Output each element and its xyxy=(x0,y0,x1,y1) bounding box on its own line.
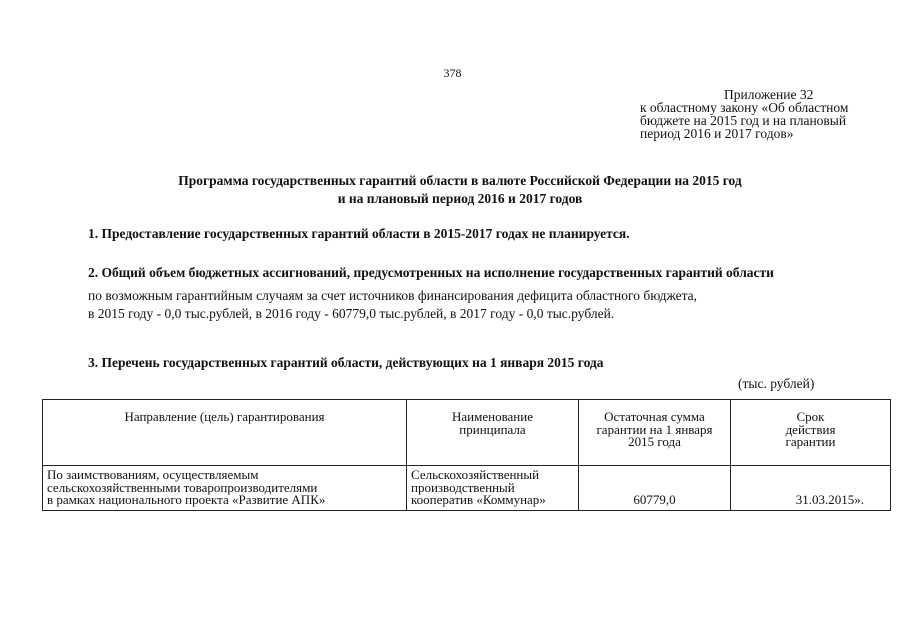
section-2-heading: 2. Общий объем бюджетных ассигнований, предусмотренных на исполнение государственных гарантий области xyxy=(88,265,774,280)
appendix-title: Приложение 32 xyxy=(724,87,814,102)
header-balance xyxy=(579,400,731,466)
header-term xyxy=(731,400,891,466)
guarantees-table xyxy=(42,399,891,511)
appendix-line-2: бюджете на 2015 год и на плановый xyxy=(640,113,847,128)
header-term-line-2: действия xyxy=(785,421,836,437)
header-balance-line-1: Остаточная сумма xyxy=(604,409,705,424)
appendix-line-3: период 2016 и 2017 годов» xyxy=(640,126,794,141)
header-term-line-1: Срок xyxy=(796,409,825,424)
cell-principal-line-1: Сельскохозяйственный xyxy=(411,467,540,482)
appendix-reference xyxy=(640,88,890,140)
section-3-heading: 3. Перечень государственных гарантий области, действующих на 1 января 2015 года xyxy=(88,355,604,370)
units-label: (тыс. рублей) xyxy=(738,376,815,391)
cell-principal-line-3: кооператив «Коммунар» xyxy=(411,492,546,507)
table-header-row xyxy=(43,400,891,466)
cell-direction xyxy=(43,466,407,511)
section-2-line-1: по возможным гарантийным случаям за счет источников финансирования дефицита областного бюджета, xyxy=(88,288,698,303)
cell-direction-line-3: в рамках национального проекта «Развитие АПК» xyxy=(47,492,326,507)
header-principal xyxy=(407,400,579,466)
header-direction-text: Направление (цель) гарантирования xyxy=(124,409,325,424)
header-balance-line-3: 2015 года xyxy=(628,434,681,449)
header-direction xyxy=(43,400,407,466)
cell-principal-line-2: производственный xyxy=(411,479,515,495)
table-row xyxy=(43,466,891,511)
section-1-heading: 1. Предоставление государственных гарантий области в 2015-2017 годах не планируется. xyxy=(88,226,630,241)
section-2-text xyxy=(88,287,868,323)
title-line-1: Программа государственных гарантий области в валюте Российской Федерации на 2015 год xyxy=(178,173,742,188)
appendix-line-1: к областному закону «Об областном xyxy=(640,100,849,115)
section-2-line-2: в 2015 году - 0,0 тыс.рублей, в 2016 году - 60779,0 тыс.рублей, в 2017 году - 0,0 тыс.рублей. xyxy=(88,306,615,321)
header-term-line-3: гарантии xyxy=(785,434,836,449)
title-line-2: и на плановый период 2016 и 2017 годов xyxy=(337,191,583,206)
header-balance-line-2: гарантии на 1 января xyxy=(596,421,713,437)
page-number: 378 xyxy=(443,66,462,80)
cell-term: 31.03.2015». xyxy=(731,466,891,511)
document-title xyxy=(100,172,820,208)
header-principal-line-1: Наименование xyxy=(452,409,533,424)
cell-principal xyxy=(407,466,579,511)
cell-direction-line-2: сельскохозяйственными товаропроизводителями xyxy=(47,479,318,495)
header-principal-line-2: принципала xyxy=(459,421,526,437)
cell-direction-line-1: По заимствованиям, осуществляемым xyxy=(47,467,259,482)
cell-balance: 60779,0 xyxy=(579,466,731,511)
